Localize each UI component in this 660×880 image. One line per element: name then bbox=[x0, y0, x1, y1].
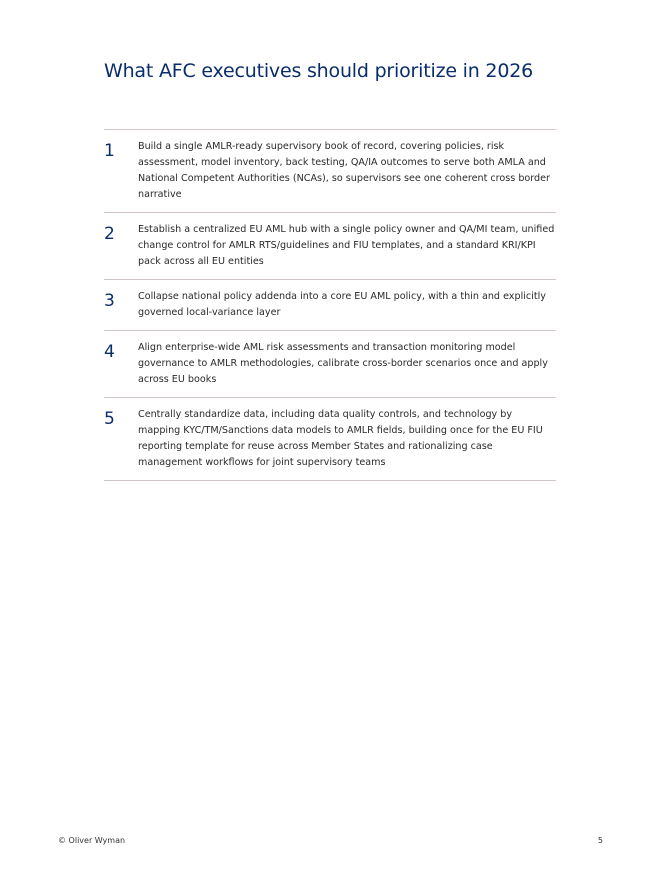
priority-text: Establish a centralized EU AML hub with a single policy owner and QA/MI team, unified change control for AMLR RTS/guidelines and FIU templates, and a standard KRI/KPI pack across all EU entities bbox=[138, 224, 555, 267]
priority-item-5 bbox=[104, 398, 556, 481]
priority-number: 4 bbox=[104, 342, 115, 362]
priority-number: 3 bbox=[104, 291, 115, 311]
priority-number: 1 bbox=[104, 141, 115, 161]
page-number: 5 bbox=[597, 836, 603, 845]
priority-item-4 bbox=[104, 331, 556, 398]
footer-copyright: © Oliver Wyman bbox=[58, 836, 126, 845]
priority-item-1 bbox=[104, 130, 556, 213]
priority-list bbox=[104, 129, 556, 481]
priority-text: Collapse national policy addenda into a core EU AML policy, with a thin and explicitly governed local-variance layer bbox=[138, 291, 546, 318]
priority-text: Build a single AMLR-ready supervisory book of record, covering policies, risk assessment, model inventory, back testing, QA/IA outcomes to serve both AMLA and National Competent Authorities (NCAs), so supervisors see one coherent cross border narrative bbox=[138, 141, 550, 200]
priority-number: 2 bbox=[104, 224, 115, 244]
priority-item-2 bbox=[104, 213, 556, 280]
priority-text: Centrally standardize data, including data quality controls, and technology by mapping KYC/TM/Sanctions data models to AMLR fields, building once for the EU FIU reporting template for reuse across Member States and rationalizing case management workflows for joint supervisory teams bbox=[138, 409, 543, 468]
page-title: What AFC executives should prioritize in 2026 bbox=[104, 60, 533, 82]
priority-item-3 bbox=[104, 280, 556, 331]
priority-number: 5 bbox=[104, 409, 115, 429]
priority-text: Align enterprise-wide AML risk assessments and transaction monitoring model governance to AMLR methodologies, calibrate cross-border scenarios once and apply across EU books bbox=[138, 342, 548, 385]
